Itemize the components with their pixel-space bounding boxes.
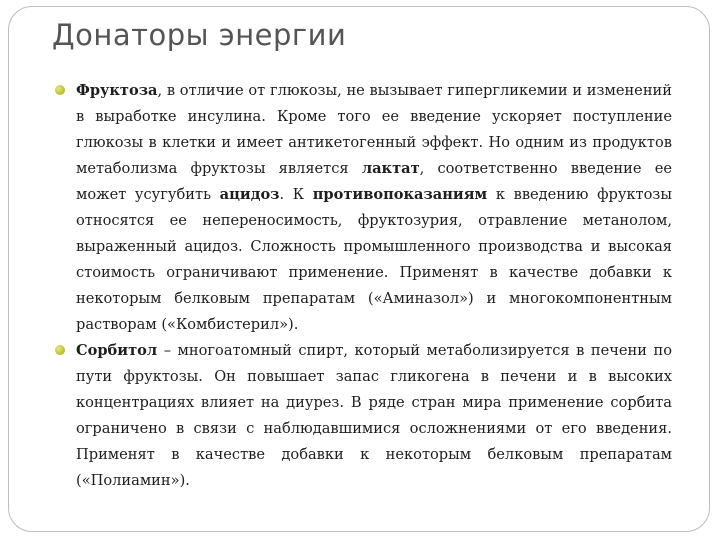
term-fructose: Фруктоза <box>76 82 158 99</box>
fructose-text-1: , в отличие от глюкозы, не вызывает гипергликемии и изменений в выработке инсулина. Кроме того ее введение ускоряет поступление глюкозы в клетки и имеет антикетогенный эффект. Но одним из продуктов метаболизма фруктозы является <box>76 82 672 177</box>
slide-content <box>76 78 672 494</box>
term-sorbitol: Сорбитол <box>76 342 158 359</box>
term-contraindications: противопоказаниям <box>312 186 488 203</box>
paragraph-fructose <box>76 78 672 338</box>
olive-bullet-icon <box>55 85 65 95</box>
term-lactate: лактат <box>361 160 420 177</box>
term-acidosis: ацидоз <box>219 186 280 203</box>
fructose-text-4: к введению фруктозы относятся ее непереносимость, фруктозурия, отравление метанолом, выраженный ацидоз. Сложность промышленного производства и высокая стоимость ограничивают применение. Применят в качестве добавки к некоторым белковым препаратам («Аминазол») и многокомпонентным растворам («Комбистерил»). <box>76 186 672 333</box>
fructose-text-2: , соответственно введение ее может усугубить <box>76 160 672 203</box>
olive-bullet-icon <box>55 345 65 355</box>
slide-title: Донаторы энергии <box>52 18 347 52</box>
fructose-text-3: . К <box>279 186 313 203</box>
sorbitol-text: – многоатомный спирт, который метаболизируется в печени по пути фруктозы. Он повышает запас гликогена в печени и в высоких концентрациях влияет на диурез. В ряде стран мира применение сорбита ограничено в связи с наблюдавшимися осложнениями от его введения. Применят в качестве добавки к некоторым белковым препаратам («Полиамин»). <box>76 342 672 489</box>
paragraph-sorbitol <box>76 338 672 494</box>
